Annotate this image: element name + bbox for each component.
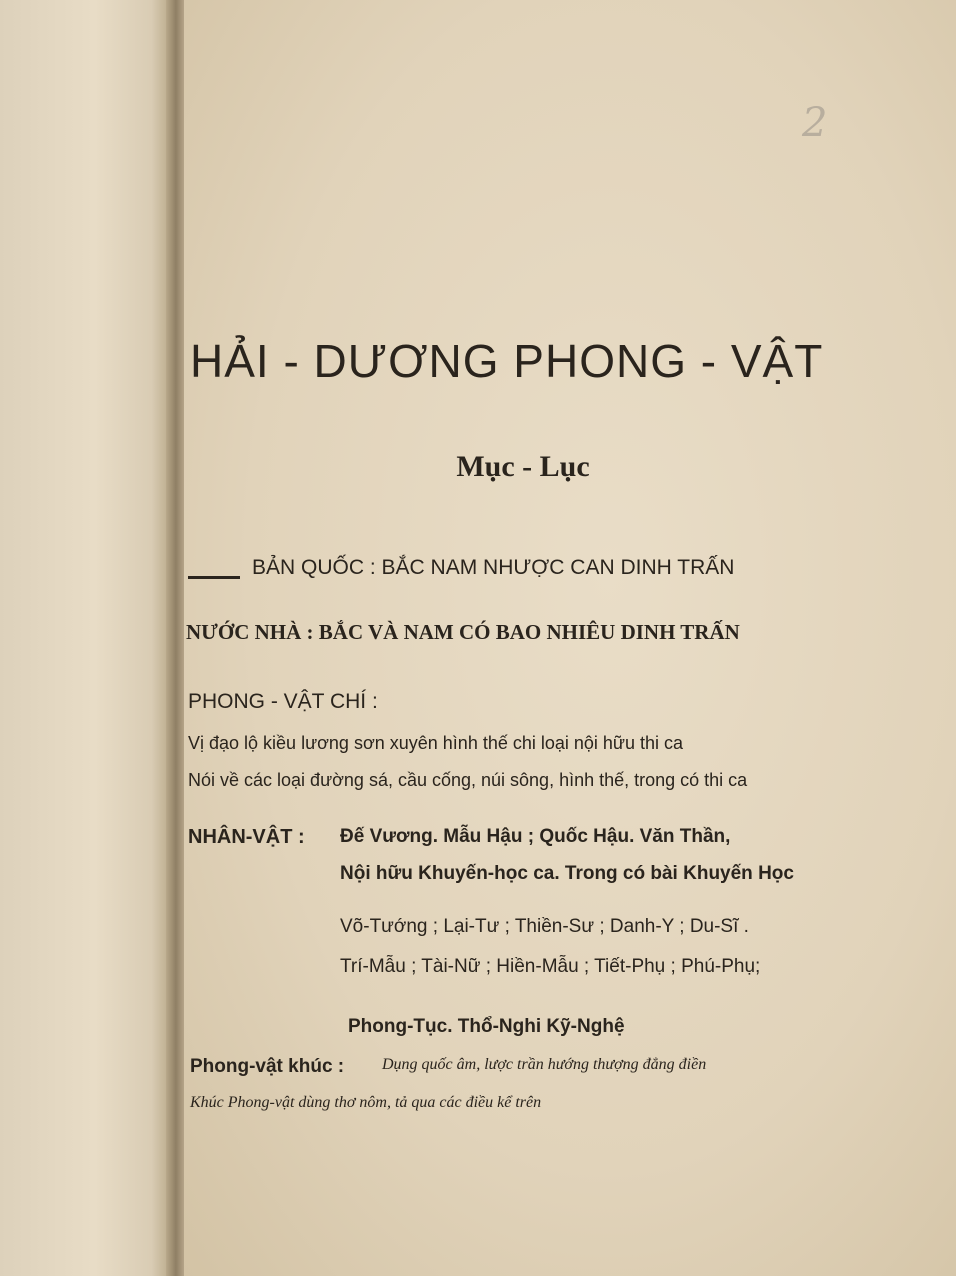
nhan-vat-line: Trí-Mẫu ; Tài-Nữ ; Hiền-Mẫu ; Tiết-Phụ ; Phú-Phụ; bbox=[340, 956, 761, 977]
left-page bbox=[0, 0, 172, 1276]
nhan-vat-line: Võ-Tướng ; Lại-Tư ; Thiền-Sư ; Danh-Y ; Du-Sĩ . bbox=[340, 916, 749, 937]
page-number: 2 bbox=[802, 100, 828, 146]
nhan-vat-line: Nội hữu Khuyến-học ca. Trong có bài Khuyến Học bbox=[340, 863, 794, 884]
phong-tuc-entry: Phong-Tục. Thổ-Nghi Kỹ-Nghệ bbox=[348, 1016, 625, 1037]
nhan-vat-heading: NHÂN-VẬT : bbox=[188, 826, 305, 848]
nhan-vat-line: Đế Vương. Mẫu Hậu ; Quốc Hậu. Văn Thần, bbox=[340, 826, 731, 847]
ban-quoc-entry: BẢN QUỐC : BẮC NAM NHƯỢC CAN DINH TRẤN bbox=[252, 556, 735, 579]
phong-vat-khuc-line: Khúc Phong-vật dùng thơ nôm, tả qua các điều kể trên bbox=[190, 1094, 542, 1111]
phong-vat-khuc-heading: Phong-vật khúc : bbox=[190, 1056, 345, 1077]
phong-vat-khuc-line: Dụng quốc âm, lược trần hướng thượng đẳng điền bbox=[382, 1056, 707, 1073]
entry-dash bbox=[188, 576, 240, 579]
page-subtitle: Mục - Lục bbox=[456, 450, 590, 483]
phong-vat-chi-line: Nói về các loại đường sá, cầu cống, núi sông, hình thế, trong có thi ca bbox=[188, 770, 748, 790]
phong-vat-chi-heading: PHONG - VẬT CHÍ : bbox=[188, 690, 378, 713]
phong-vat-chi-line: Vị đạo lộ kiều lương sơn xuyên hình thế chi loại nội hữu thi ca bbox=[188, 733, 683, 753]
page-title: HẢI - DƯƠNG PHONG - VẬT bbox=[190, 335, 824, 387]
nuoc-nha-entry: NƯỚC NHÀ : BẮC VÀ NAM CÓ BAO NHIÊU DINH TRẤN bbox=[186, 620, 740, 644]
